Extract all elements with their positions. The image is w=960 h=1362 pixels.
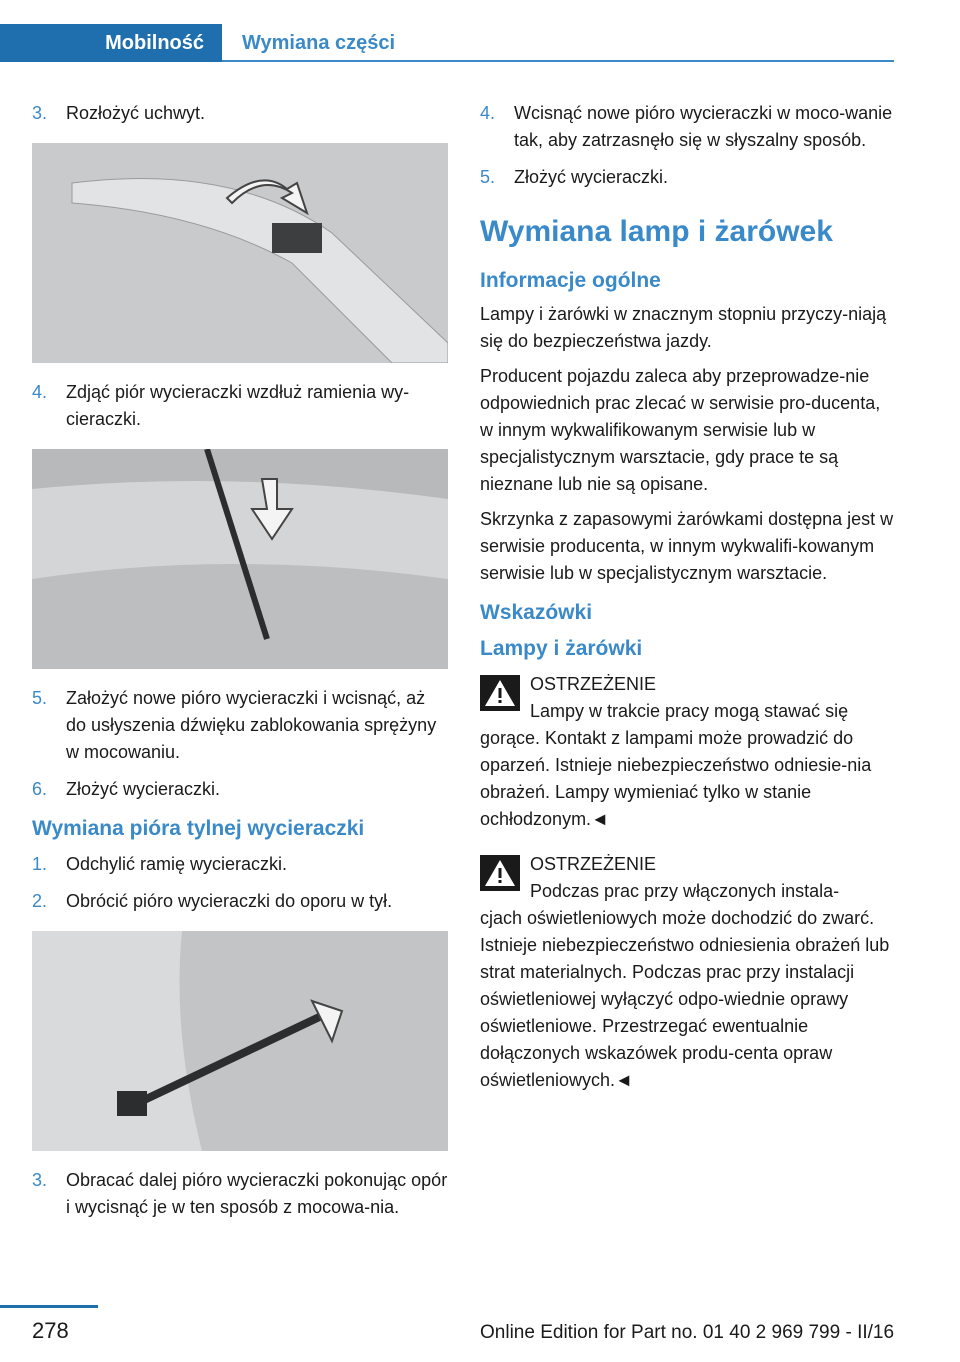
step-text: Odchylić ramię wycieraczki. <box>66 854 288 874</box>
paragraph-spare-box: Skrzynka z zapasowymi żarówkami dostępna jest w serwisie producenta, w innym wykwalifi-kowanym serwisie lub w specjalistycznym warsztacie. <box>480 509 894 583</box>
bulbs-heading: Lampy i żarówki <box>480 637 643 660</box>
step-fit-new-blade <box>32 685 448 766</box>
step-text: Zdjąć piór wycieraczki wzdłuż ramienia wy-cieraczki. <box>66 382 410 429</box>
warning-body: gorące. Kontakt z lampami może prowadzić do oparzeń. Istnieje niebezpieczeństwo odniesie-nia obrażeń. Lampy wymieniać tylko w stanie ochłodzonym.◄ <box>480 728 872 829</box>
warning-short-circuit <box>480 851 896 1094</box>
step-number: 5. <box>480 167 496 187</box>
step-number: 5. <box>32 688 48 708</box>
step-unfold-holder <box>32 100 448 127</box>
right-column <box>480 100 896 1112</box>
step-remove-blade <box>32 379 448 433</box>
left-column <box>32 100 448 1231</box>
footer-accent-line <box>0 1305 98 1308</box>
warning-first-line: Lampy w trakcie pracy mogą stawać się <box>530 701 849 721</box>
warning-triangle-icon <box>480 675 520 711</box>
lamps-heading: Wymiana lamp i żarówek <box>480 215 833 248</box>
footer-edition: Online Edition for Part no. 01 40 2 969 799 - II/16 <box>480 1322 895 1343</box>
step-lift-arm <box>32 851 448 878</box>
warning-title: OSTRZEŻENIE <box>530 674 657 694</box>
step-number: 6. <box>32 779 48 799</box>
general-info-heading: Informacje ogólne <box>480 269 661 292</box>
tips-heading: Wskazówki <box>480 601 593 624</box>
step-number: 1. <box>32 854 48 874</box>
step-insert-new-blade <box>480 100 896 154</box>
step-text: Obracać dalej pióro wycieraczki pokonując opór i wycisnąć je w ten sposób z mocowa-nia. <box>66 1170 448 1217</box>
step-number: 4. <box>32 382 48 402</box>
step-text: Wcisnąć nowe pióro wycieraczki w moco-wanie tak, aby zatrzasnęło się w słyszalny sposób. <box>514 103 893 150</box>
figure-rear-wiper <box>32 931 448 1151</box>
step-number: 2. <box>32 891 48 911</box>
warning-triangle-icon <box>480 855 520 891</box>
rear-wiper-heading: Wymiana pióra tylnej wycieraczki <box>32 817 365 840</box>
paragraph-importance: Lampy i żarówki w znacznym stopniu przyczy-niają się do bezpieczeństwa jazdy. <box>480 304 887 351</box>
header-section-tab: Mobilność <box>0 24 222 62</box>
step-text: Złożyć wycieraczki. <box>66 779 221 799</box>
step-fold-wipers-rear <box>480 164 896 191</box>
figure-front-wiper <box>32 449 448 669</box>
step-fold-wipers <box>32 776 448 803</box>
step-number: 3. <box>32 1170 48 1190</box>
warning-hot-lamps <box>480 671 896 833</box>
warning-title: OSTRZEŻENIE <box>530 854 657 874</box>
step-text: Obrócić pióro wycieraczki do oporu w tył. <box>66 891 393 911</box>
step-number: 3. <box>32 103 48 123</box>
warning-first-line: Podczas prac przy włączonych instala- <box>530 881 840 901</box>
paragraph-recommendation: Producent pojazdu zaleca aby przeprowadze-nie odpowiednich prac zlecać w serwisie pro-ducenta, w innym wykwalifikowanym serwisie lub w specjalistycznym warsztacie, gdy prace te są nieznane lub nie są opisane. <box>480 366 881 494</box>
step-turn-blade <box>32 888 448 915</box>
step-text: Rozłożyć uchwyt. <box>66 103 206 123</box>
figure-wiper-holder <box>32 143 448 363</box>
header-subsection-tab: Wymiana części <box>222 24 894 62</box>
step-push-out-blade <box>32 1167 448 1221</box>
step-text: Złożyć wycieraczki. <box>514 167 669 187</box>
step-number: 4. <box>480 103 496 123</box>
warning-body: cjach oświetleniowych może dochodzić do zwarć. Istnieje niebezpieczeństwo odniesienia obrażeń lub strat materialnych. Podczas prac przy instalacji oświetleniowej wyłączyć odpo-wiednie oprawy oświetleniowe. Przestrzegać ewentualnie dołączonych wskazówek produ-centa opraw oświetleniowych.◄ <box>480 908 890 1090</box>
page-number: 278 <box>32 1318 69 1343</box>
step-text: Założyć nowe pióro wycieraczki i wcisnąć, aż do usłyszenia dźwięku zablokowania sprężyny w mocowaniu. <box>66 688 437 762</box>
